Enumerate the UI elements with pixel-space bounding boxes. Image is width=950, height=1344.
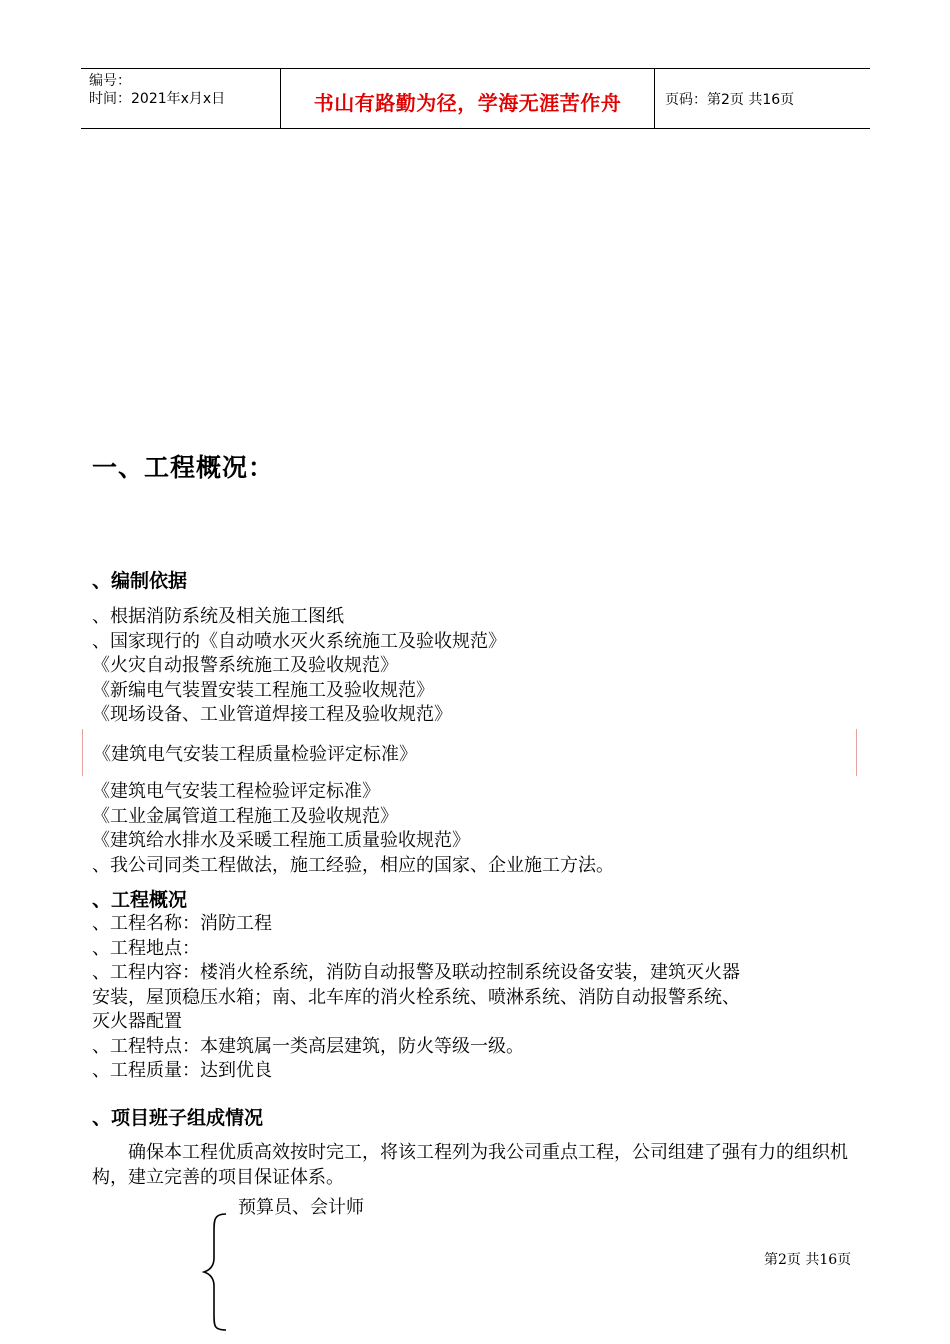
list-item: 《建筑电气安装工程检验评定标准》 bbox=[92, 781, 380, 802]
section-title: 一、工程概况： bbox=[92, 453, 275, 482]
page-header bbox=[81, 68, 870, 129]
footer-page-number: 第2页 共16页 bbox=[764, 1252, 852, 1268]
list-item: 《新编电气装置安装工程施工及验收规范》 bbox=[92, 679, 434, 701]
list-item: 灭火器配置 bbox=[92, 1011, 182, 1032]
list-item: 、工程名称：消防工程 bbox=[92, 913, 272, 934]
basis-list-continued bbox=[92, 780, 614, 878]
list-item: 《火灾自动报警系统施工及验收规范》 bbox=[92, 655, 398, 676]
basis-list bbox=[92, 605, 506, 728]
header-motto: 书山有路勤为径，学海无涯苦作舟 bbox=[313, 91, 622, 115]
team-paragraph: 确保本工程优质高效按时完工，将该工程列为我公司重点工程，公司组建了强有力的组织机构，建立完善的项目保证体系。 bbox=[92, 1142, 848, 1188]
team-heading: 、项目班子组成情况 bbox=[92, 1107, 264, 1129]
list-item: 、我公司同类工程做法，施工经验，相应的国家、企业施工方法。 bbox=[92, 854, 614, 876]
org-chart-label: 预算员、会计师 bbox=[238, 1197, 364, 1218]
list-item: 、根据消防系统及相关施工图纸 bbox=[92, 606, 344, 627]
overview-heading: 、工程概况 bbox=[92, 889, 188, 911]
basis-heading: 、编制依据 bbox=[92, 570, 188, 592]
list-item: 、工程质量：达到优良 bbox=[92, 1060, 272, 1081]
date-label: 时间：2021年x月x日 bbox=[89, 91, 226, 107]
header-divider bbox=[654, 69, 655, 128]
list-item: 《建筑给水排水及采暖工程施工质量验收规范》 bbox=[92, 830, 470, 851]
list-item: 《建筑电气安装工程质量检验评定标准》 bbox=[93, 744, 417, 765]
overview-list bbox=[92, 912, 740, 1084]
list-item: 、工程地点： bbox=[92, 937, 200, 959]
list-item: 《工业金属管道工程施工及验收规范》 bbox=[92, 805, 398, 827]
header-meta bbox=[89, 72, 225, 108]
brace-icon bbox=[200, 1212, 230, 1332]
list-item: 、工程特点：本建筑属一类高层建筑，防火等级一级。 bbox=[92, 1035, 524, 1057]
list-item: 、工程内容：楼消火栓系统，消防自动报警及联动控制系统设备安装，建筑灭火器 bbox=[92, 962, 740, 983]
list-item: 《现场设备、工业管道焊接工程及验收规范》 bbox=[92, 704, 452, 725]
highlighted-item bbox=[82, 729, 857, 776]
list-item: 、国家现行的《自动喷水灭火系统施工及验收规范》 bbox=[92, 630, 506, 652]
number-label: 编号： bbox=[89, 73, 131, 89]
list-item: 安装，屋顶稳压水箱；南、北车库的消火栓系统、喷淋系统、消防自动报警系统、 bbox=[92, 986, 740, 1008]
header-page-number: 页码：第2页 共16页 bbox=[665, 92, 795, 108]
